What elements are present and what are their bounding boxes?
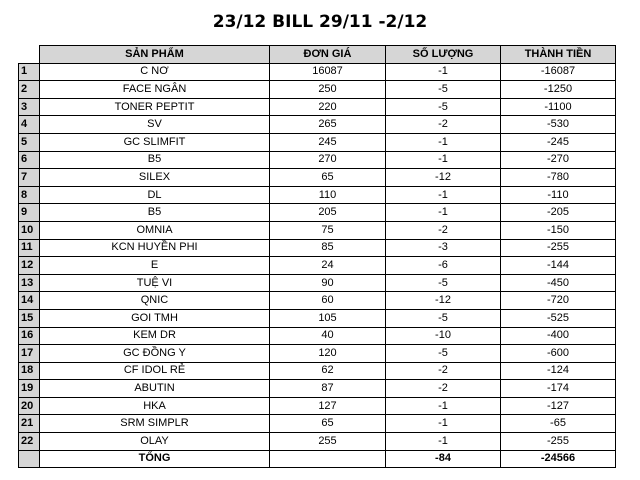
- price-cell[interactable]: 24: [270, 257, 386, 275]
- product-cell[interactable]: GC SLIMFIT: [40, 133, 270, 151]
- total-cell[interactable]: -16087: [501, 63, 616, 81]
- row-index[interactable]: 1: [19, 63, 40, 81]
- product-cell[interactable]: TONER PEPTIT: [40, 98, 270, 116]
- price-cell[interactable]: 62: [270, 362, 386, 380]
- price-cell[interactable]: 255: [270, 433, 386, 451]
- total-price-cell[interactable]: [270, 450, 386, 468]
- product-cell[interactable]: KEM DR: [40, 327, 270, 345]
- table-row: [19, 116, 616, 134]
- sheet-title: 23/12 BILL 29/11 -2/12: [212, 12, 428, 32]
- total-cell[interactable]: -245: [501, 133, 616, 151]
- qty-cell[interactable]: -6: [386, 257, 501, 275]
- total-cell[interactable]: -1100: [501, 98, 616, 116]
- product-cell[interactable]: SRM SIMPLR: [40, 415, 270, 433]
- row-index[interactable]: 2: [19, 81, 40, 99]
- product-cell[interactable]: DL: [40, 186, 270, 204]
- price-cell[interactable]: 205: [270, 204, 386, 222]
- product-cell[interactable]: GOI TMH: [40, 309, 270, 327]
- row-index[interactable]: 3: [19, 98, 40, 116]
- table-row: [19, 327, 616, 345]
- price-cell[interactable]: 40: [270, 327, 386, 345]
- price-cell[interactable]: 85: [270, 239, 386, 257]
- table-row: [19, 274, 616, 292]
- table-row: [19, 221, 616, 239]
- total-cell[interactable]: -530: [501, 116, 616, 134]
- table-row: [19, 239, 616, 257]
- header-product[interactable]: SẢN PHẨM: [40, 46, 270, 64]
- qty-cell[interactable]: -12: [386, 292, 501, 310]
- total-cell[interactable]: -110: [501, 186, 616, 204]
- total-qty-cell[interactable]: -84: [386, 450, 501, 468]
- row-index[interactable]: 18: [19, 362, 40, 380]
- row-index[interactable]: 4: [19, 116, 40, 134]
- header-row: [19, 46, 616, 64]
- row-index[interactable]: 19: [19, 380, 40, 398]
- row-index[interactable]: 12: [19, 257, 40, 275]
- product-cell[interactable]: B5: [40, 151, 270, 169]
- product-cell[interactable]: CF IDOL RẺ: [40, 362, 270, 380]
- table-row: [19, 362, 616, 380]
- row-index[interactable]: 11: [19, 239, 40, 257]
- qty-cell[interactable]: -12: [386, 169, 501, 187]
- table-row: [19, 257, 616, 275]
- total-cell[interactable]: -720: [501, 292, 616, 310]
- row-index[interactable]: 5: [19, 133, 40, 151]
- total-cell[interactable]: -65: [501, 415, 616, 433]
- price-cell[interactable]: 127: [270, 397, 386, 415]
- table-row: [19, 151, 616, 169]
- bill-table: [18, 45, 616, 468]
- price-cell[interactable]: 60: [270, 292, 386, 310]
- qty-cell[interactable]: -5: [386, 274, 501, 292]
- row-index[interactable]: 10: [19, 221, 40, 239]
- price-cell[interactable]: 65: [270, 169, 386, 187]
- total-cell[interactable]: -600: [501, 345, 616, 363]
- qty-cell[interactable]: -5: [386, 345, 501, 363]
- table-row: [19, 380, 616, 398]
- total-amount-cell[interactable]: -24566: [501, 450, 616, 468]
- price-cell[interactable]: 110: [270, 186, 386, 204]
- total-cell[interactable]: -270: [501, 151, 616, 169]
- row-index[interactable]: 21: [19, 415, 40, 433]
- qty-cell[interactable]: -3: [386, 239, 501, 257]
- price-cell[interactable]: 105: [270, 309, 386, 327]
- price-cell[interactable]: 120: [270, 345, 386, 363]
- product-cell[interactable]: B5: [40, 204, 270, 222]
- row-index[interactable]: 8: [19, 186, 40, 204]
- total-cell[interactable]: -400: [501, 327, 616, 345]
- qty-cell[interactable]: -2: [386, 362, 501, 380]
- price-cell[interactable]: 90: [270, 274, 386, 292]
- corner-cell: [19, 46, 40, 64]
- header-total[interactable]: THÀNH TIỀN: [501, 46, 616, 64]
- total-cell[interactable]: -450: [501, 274, 616, 292]
- table-row: [19, 292, 616, 310]
- qty-cell[interactable]: -1: [386, 204, 501, 222]
- product-cell[interactable]: SV: [40, 116, 270, 134]
- header-qty[interactable]: SỐ LƯỢNG: [386, 46, 501, 64]
- table-row: [19, 309, 616, 327]
- total-cell[interactable]: -124: [501, 362, 616, 380]
- table-row: [19, 433, 616, 451]
- row-index[interactable]: 14: [19, 292, 40, 310]
- product-cell[interactable]: HKA: [40, 397, 270, 415]
- price-cell[interactable]: 16087: [270, 63, 386, 81]
- table-row: [19, 81, 616, 99]
- table-row: [19, 63, 616, 81]
- qty-cell[interactable]: -2: [386, 116, 501, 134]
- row-index[interactable]: 7: [19, 169, 40, 187]
- total-cell[interactable]: -1250: [501, 81, 616, 99]
- price-cell[interactable]: 265: [270, 116, 386, 134]
- total-cell[interactable]: -255: [501, 239, 616, 257]
- row-index[interactable]: 6: [19, 151, 40, 169]
- row-index[interactable]: 17: [19, 345, 40, 363]
- table-row: [19, 345, 616, 363]
- product-cell[interactable]: E: [40, 257, 270, 275]
- product-cell[interactable]: SILEX: [40, 169, 270, 187]
- header-price[interactable]: ĐƠN GIÁ: [270, 46, 386, 64]
- product-cell[interactable]: FACE NGÂN: [40, 81, 270, 99]
- price-cell[interactable]: 270: [270, 151, 386, 169]
- total-cell[interactable]: -525: [501, 309, 616, 327]
- table-row: [19, 133, 616, 151]
- row-index[interactable]: 16: [19, 327, 40, 345]
- total-cell[interactable]: -255: [501, 433, 616, 451]
- table-row: [19, 204, 616, 222]
- product-cell[interactable]: GC ĐỒNG Y: [40, 345, 270, 363]
- row-index[interactable]: 9: [19, 204, 40, 222]
- table-row: [19, 98, 616, 116]
- total-cell[interactable]: -174: [501, 380, 616, 398]
- row-index[interactable]: 22: [19, 433, 40, 451]
- qty-cell[interactable]: -1: [386, 186, 501, 204]
- qty-cell[interactable]: -1: [386, 433, 501, 451]
- product-cell[interactable]: TUỆ VI: [40, 274, 270, 292]
- table-row: [19, 397, 616, 415]
- qty-cell[interactable]: -5: [386, 309, 501, 327]
- qty-cell[interactable]: -5: [386, 81, 501, 99]
- product-cell[interactable]: C NƠ: [40, 63, 270, 81]
- price-cell[interactable]: 75: [270, 221, 386, 239]
- product-cell[interactable]: ABUTIN: [40, 380, 270, 398]
- qty-cell[interactable]: -2: [386, 221, 501, 239]
- qty-cell[interactable]: -2: [386, 380, 501, 398]
- table-row: [19, 186, 616, 204]
- table-row: [19, 169, 616, 187]
- product-cell[interactable]: QNIC: [40, 292, 270, 310]
- qty-cell[interactable]: -1: [386, 415, 501, 433]
- qty-cell[interactable]: -1: [386, 133, 501, 151]
- qty-cell[interactable]: -1: [386, 63, 501, 81]
- price-cell[interactable]: 250: [270, 81, 386, 99]
- total-cell[interactable]: -150: [501, 221, 616, 239]
- qty-cell[interactable]: -1: [386, 397, 501, 415]
- product-cell[interactable]: OMNIA: [40, 221, 270, 239]
- price-cell[interactable]: 87: [270, 380, 386, 398]
- total-label-cell[interactable]: TỔNG: [40, 450, 270, 468]
- total-cell[interactable]: -127: [501, 397, 616, 415]
- row-index[interactable]: 15: [19, 309, 40, 327]
- price-cell[interactable]: 65: [270, 415, 386, 433]
- total-cell[interactable]: -205: [501, 204, 616, 222]
- qty-cell[interactable]: -5: [386, 98, 501, 116]
- total-row-index[interactable]: [19, 450, 40, 468]
- qty-cell[interactable]: -1: [386, 151, 501, 169]
- table-row: [19, 415, 616, 433]
- price-cell[interactable]: 220: [270, 98, 386, 116]
- total-row: [19, 450, 616, 468]
- total-cell[interactable]: -780: [501, 169, 616, 187]
- product-cell[interactable]: OLAY: [40, 433, 270, 451]
- qty-cell[interactable]: -10: [386, 327, 501, 345]
- total-cell[interactable]: -144: [501, 257, 616, 275]
- table-body: [19, 63, 616, 468]
- price-cell[interactable]: 245: [270, 133, 386, 151]
- product-cell[interactable]: KCN HUYỀN PHI: [40, 239, 270, 257]
- row-index[interactable]: 13: [19, 274, 40, 292]
- row-index[interactable]: 20: [19, 397, 40, 415]
